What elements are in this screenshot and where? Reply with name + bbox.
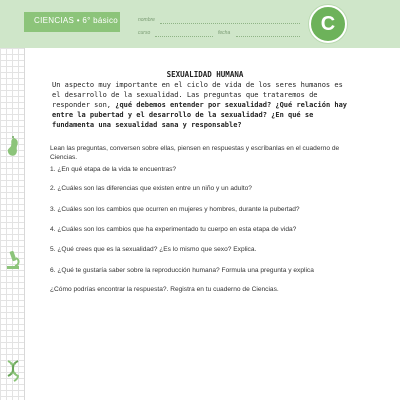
course-label: CIENCIAS • 6° básico	[34, 16, 119, 25]
name-field-label: nombre	[138, 17, 155, 23]
question-6: 6. ¿Qué te gustaría saber sobre la reproducción humana? Formula una pregunta y explica	[50, 267, 314, 274]
question-4: 4. ¿Cuáles son los cambios que ha experimentado tu cuerpo en esta etapa de vida?	[50, 226, 297, 233]
closing-text: ¿Cómo podrías encontrar la respuesta?. Registra en tu cuaderno de Ciencias.	[50, 286, 279, 293]
course-field-line[interactable]	[155, 36, 213, 37]
page-title: SEXUALIDAD HUMANA	[166, 70, 244, 79]
intro-paragraph	[52, 80, 354, 130]
instructions-text: Lean las preguntas, conversen sobre ellas, piensen en respuestas y escríbanlas en el cuaderno de Ciencias.	[50, 145, 340, 161]
question-5: 5. ¿Qué crees que es la sexualidad? ¿Es lo mismo que sexo? Explica.	[50, 246, 257, 253]
question-2: 2. ¿Cuáles son las diferencias que existen entre un niño y un adulto?	[50, 185, 252, 192]
dna-icon	[4, 360, 22, 382]
date-field-line[interactable]	[236, 36, 300, 37]
date-field-label: fecha	[218, 30, 231, 36]
unit-badge: C	[309, 5, 347, 43]
question-1: 1. ¿En qué etapa de la vida te encuentras?	[50, 166, 177, 173]
side-grid	[0, 48, 25, 400]
name-field-line[interactable]	[160, 23, 300, 24]
course-field-label: curso	[138, 30, 151, 36]
microscope-icon	[4, 249, 22, 271]
question-3: 3. ¿Cuáles son los cambios que ocurren en mujeres y hombres, durante la pubertad?	[50, 206, 300, 213]
intro-text: Un aspecto muy importante en el ciclo de vida de los seres humanos es el desarrollo de la sexualidad. Las preguntas que trataremos de responder son,	[52, 81, 343, 109]
stomach-icon	[4, 136, 22, 158]
intro-questions: ¿qué debemos entender por sexualidad? ¿Qué relación hay entre la pubertad y el desarrollo de la sexualidad? ¿En qué se fundamenta una sexualidad sana y responsable?	[52, 101, 348, 129]
